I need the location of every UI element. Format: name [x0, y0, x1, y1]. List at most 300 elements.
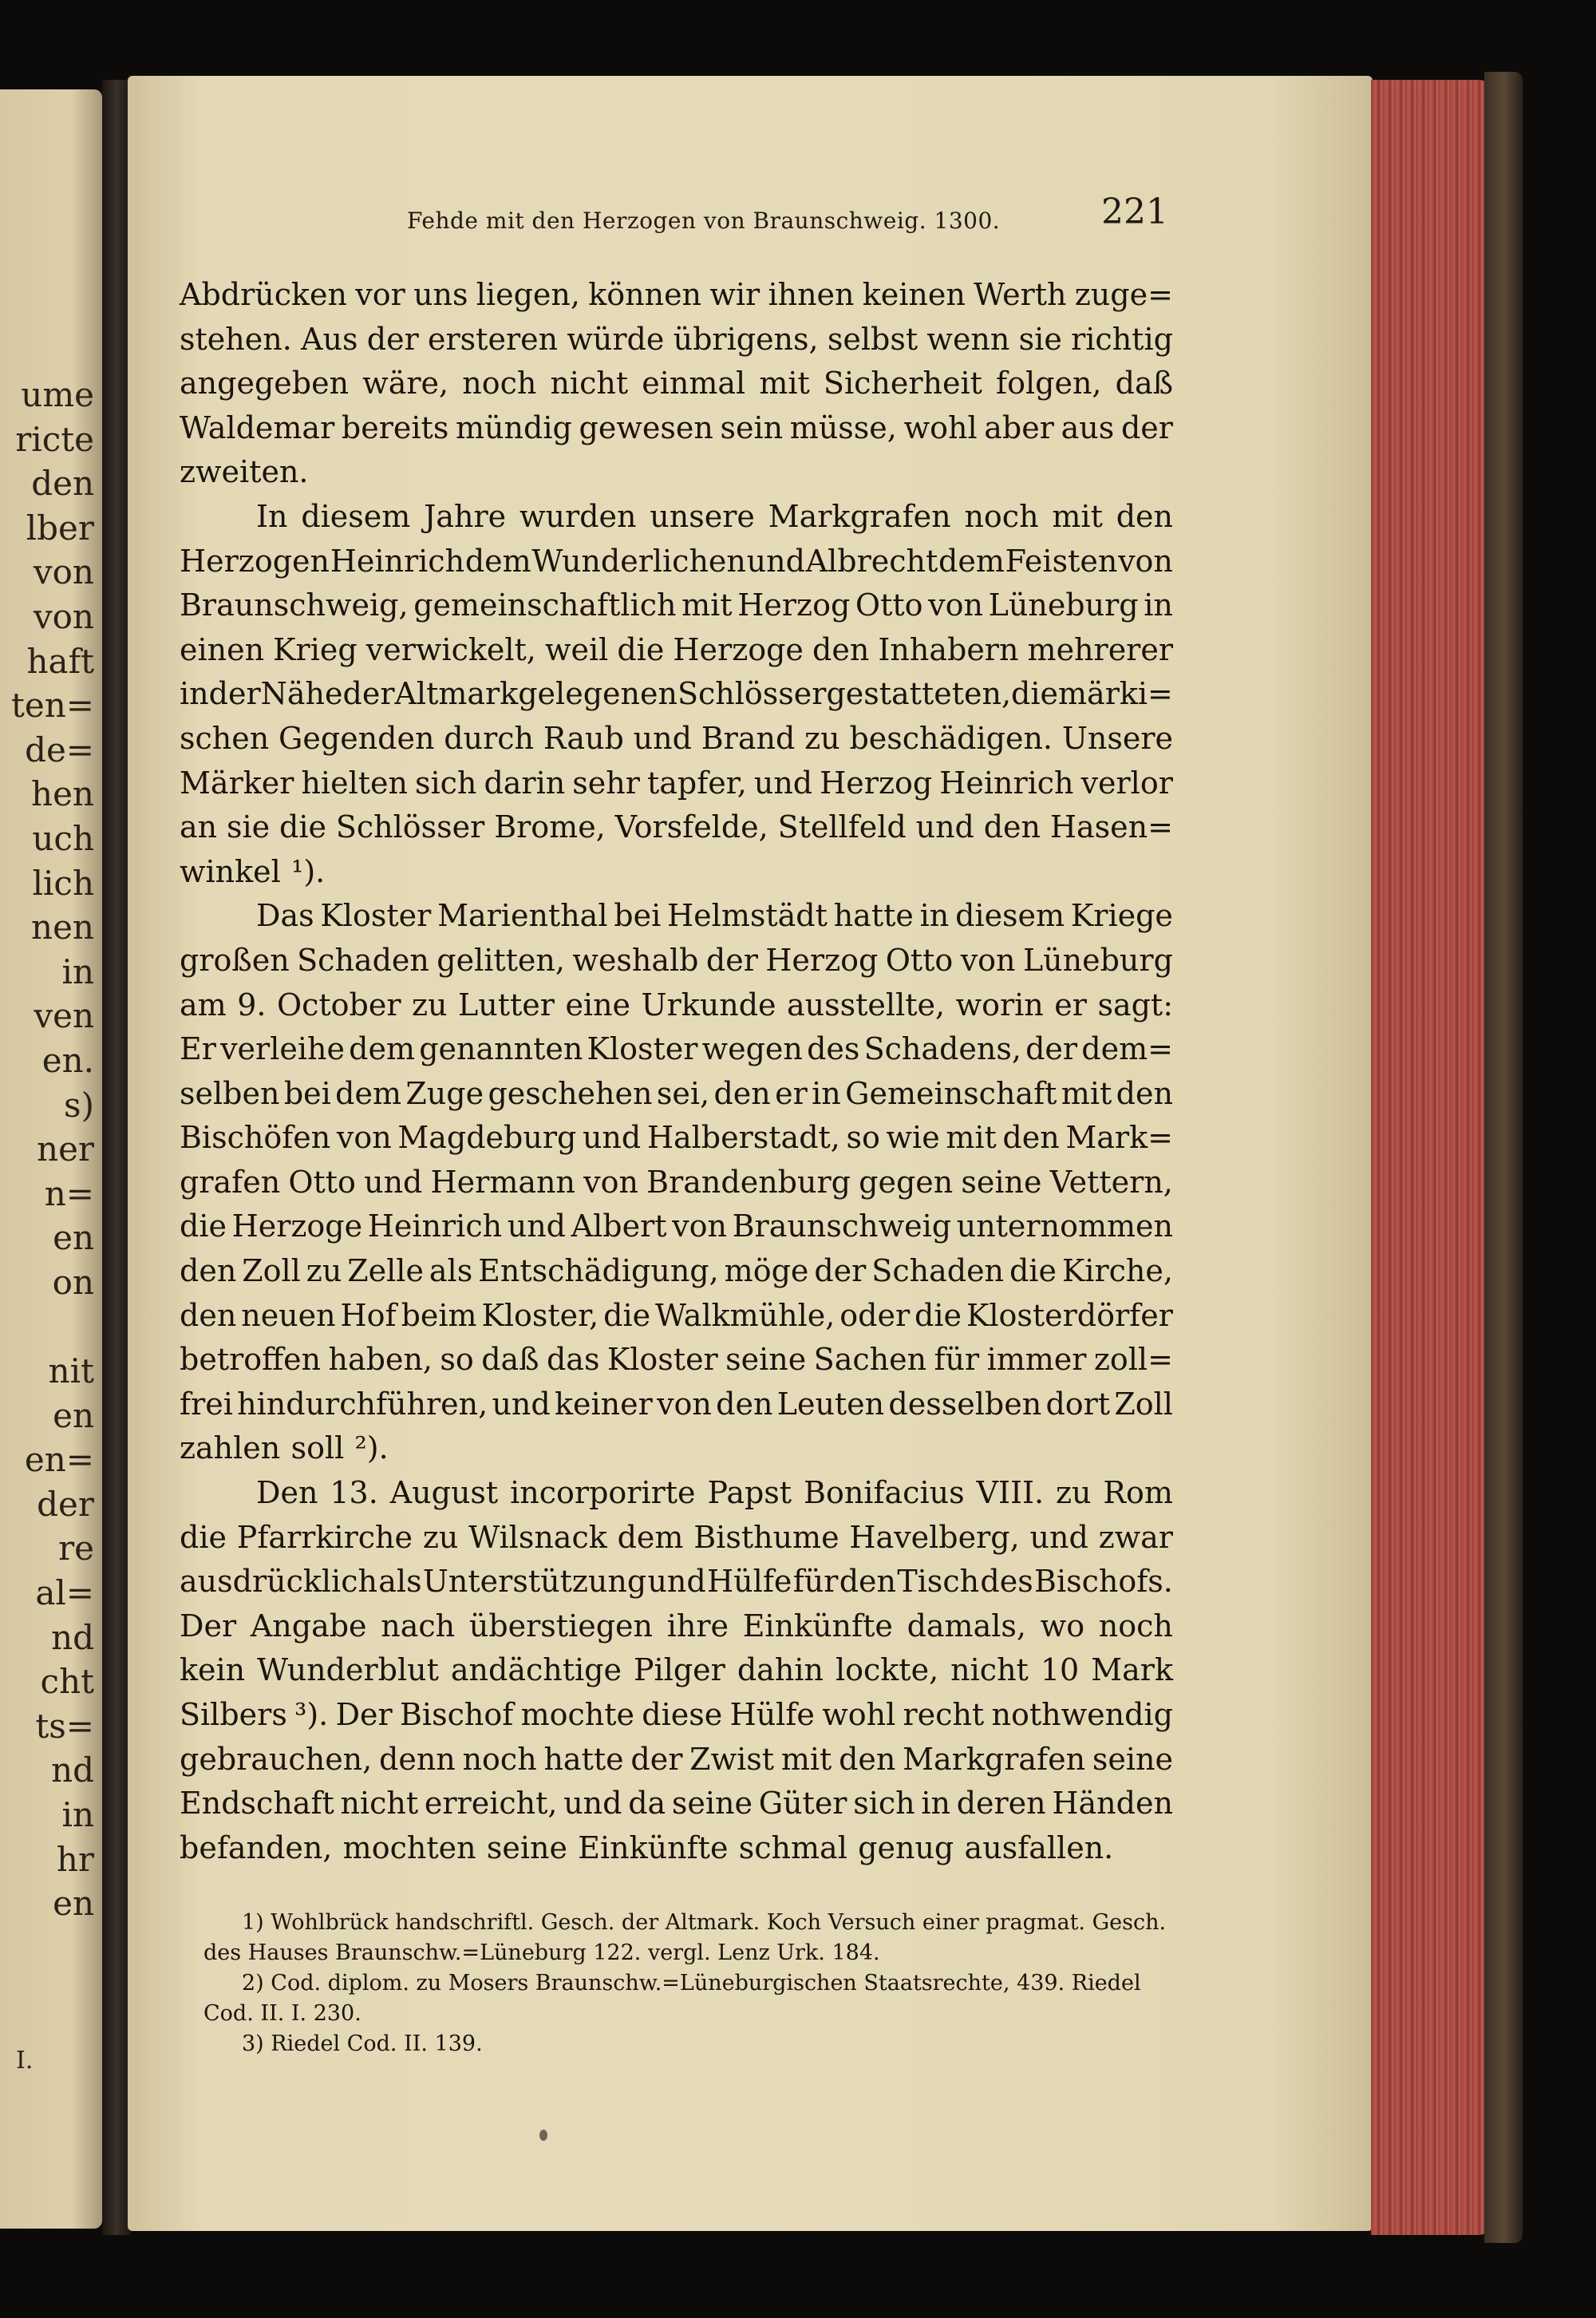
word: nothwendig: [991, 1697, 1173, 1732]
left-page-fragment: in: [61, 1795, 94, 1834]
word: dem: [617, 1519, 684, 1555]
word: ausfallen.: [964, 1829, 1114, 1865]
text-line: [180, 1560, 1173, 1604]
word: ausdrücklich: [180, 1564, 377, 1600]
left-page-fragment: en.: [41, 1040, 94, 1080]
word: den: [180, 1253, 237, 1289]
word: hielten: [301, 765, 408, 801]
word: Halberstadt,: [646, 1120, 840, 1156]
word: wie: [886, 1120, 940, 1156]
word: Otto: [885, 942, 954, 978]
word: und: [647, 1564, 706, 1600]
word: den: [1116, 498, 1173, 534]
word: Gemeinschaft: [845, 1075, 1057, 1111]
word: richtig: [1071, 321, 1173, 357]
left-page-fragment: von: [33, 596, 94, 636]
word: und: [563, 1786, 622, 1822]
word: hatte: [833, 898, 914, 934]
page-number: 221: [1101, 192, 1168, 232]
left-page-fragment: nen: [31, 908, 94, 947]
word: keiner: [555, 1386, 653, 1422]
book-cover-edge: [1484, 72, 1523, 2243]
word: Hülfe: [707, 1564, 792, 1600]
word: selbst: [827, 321, 918, 357]
word: schmal: [738, 1829, 847, 1865]
word: Unterstützung: [422, 1564, 647, 1600]
word: der: [366, 321, 419, 357]
word: hatte: [543, 1741, 624, 1777]
left-page-fragment: en=: [24, 1440, 94, 1480]
word: dort: [1045, 1386, 1111, 1422]
word: Albrecht: [805, 543, 938, 579]
left-page-fragment: in: [61, 951, 94, 991]
left-page-fragment: en: [53, 1884, 94, 1924]
word: soll: [290, 1430, 345, 1466]
word: Herzog: [820, 765, 933, 801]
word: angegeben: [180, 366, 350, 401]
word: VIII.: [976, 1475, 1045, 1511]
word: Lutter: [458, 987, 555, 1023]
word: Schadens,: [863, 1031, 1021, 1067]
word: Kriege: [1070, 898, 1173, 934]
word: Hasen=: [1049, 809, 1173, 845]
footnote-line: des Hauses Braunschw.=Lüneburg 122. vergl. Lenz Urk. 184.: [203, 1940, 880, 1965]
text-line: [180, 1471, 1173, 1516]
word: ihnen: [768, 277, 855, 312]
text-line: [180, 273, 1173, 318]
word: den: [180, 1297, 237, 1333]
footnote-line: Cod. II. I. 230.: [203, 2001, 361, 2026]
word: gestatteten,: [826, 676, 1012, 712]
word: In: [256, 498, 288, 534]
text-line: [180, 583, 1173, 628]
word: mit: [1061, 1075, 1112, 1111]
word: Leuten: [776, 1386, 885, 1422]
left-page-fragment: der: [37, 1484, 94, 1524]
word: genug: [858, 1829, 954, 1865]
word: unsere: [650, 498, 755, 534]
text-line: [180, 495, 1173, 540]
word: gebrauchen,: [180, 1741, 373, 1777]
word: von: [928, 587, 983, 623]
left-page-edge: [0, 89, 102, 2229]
word: deren: [956, 1786, 1046, 1822]
word: mehrerer: [1027, 631, 1173, 667]
text-line: [180, 1648, 1173, 1693]
word: nicht: [340, 1786, 419, 1822]
word: kein: [180, 1652, 246, 1688]
word: Brome,: [494, 809, 606, 845]
word: Hülfe: [729, 1697, 815, 1732]
word: von: [583, 1164, 638, 1200]
word: aus: [1061, 409, 1115, 445]
word: vor: [355, 277, 405, 312]
word: Heinrich: [939, 765, 1074, 801]
word: mit: [946, 1120, 997, 1156]
word: durch: [444, 720, 535, 756]
text-line: [180, 850, 1173, 895]
word: Heinrich: [330, 543, 465, 579]
left-page-fragment: s): [64, 1085, 94, 1125]
word: gelegenen: [518, 676, 678, 712]
word: Wunderlichen: [531, 543, 746, 579]
word: ²).: [354, 1430, 389, 1466]
word: noch: [462, 366, 537, 401]
word: märki=: [1058, 676, 1173, 712]
word: noch: [462, 1741, 537, 1777]
word: erreicht,: [424, 1786, 558, 1822]
word: für: [792, 1564, 839, 1600]
text-line: [180, 805, 1173, 850]
word: so: [440, 1342, 474, 1378]
word: Braunschweig: [732, 1208, 952, 1244]
word: winkel: [180, 853, 281, 889]
word: dem: [349, 1031, 416, 1067]
word: Markgrafen: [768, 498, 951, 534]
word: ³).: [294, 1697, 329, 1732]
word: Otto: [288, 1164, 356, 1200]
word: schen: [180, 720, 270, 756]
text-line: [180, 1294, 1173, 1339]
word: nach: [381, 1608, 456, 1644]
word: sie: [227, 809, 271, 845]
left-page-fragment: nd: [51, 1617, 94, 1657]
word: haben,: [328, 1342, 433, 1378]
word: mit: [1052, 498, 1103, 534]
text-line: [180, 540, 1173, 584]
word: Nähe: [260, 676, 343, 712]
left-page-fragment: ume: [21, 375, 94, 414]
left-page-fragment: on: [52, 1262, 94, 1302]
left-page-fragment: ner: [37, 1129, 94, 1169]
word: Das: [256, 898, 314, 934]
word: Kloster: [587, 1031, 698, 1067]
word: Zoll: [242, 1253, 301, 1289]
left-page-fragment: lich: [32, 863, 94, 903]
text-line: [180, 672, 1173, 717]
word: wo: [1040, 1608, 1085, 1644]
text-line: [180, 1027, 1173, 1072]
word: zu: [306, 1253, 342, 1289]
word: wohl: [822, 1697, 896, 1732]
word: zweiten.: [180, 454, 309, 490]
word: unternommen: [956, 1208, 1173, 1244]
word: Otto: [855, 587, 923, 623]
word: Schlösser: [677, 676, 827, 712]
word: die: [915, 1297, 962, 1333]
word: und: [753, 765, 813, 801]
word: denn: [379, 1741, 456, 1777]
left-page-fragment: nit: [48, 1351, 94, 1391]
left-page-fragment: n=: [44, 1173, 94, 1213]
left-page-fragment: den: [31, 464, 94, 504]
word: seine: [486, 1829, 567, 1865]
text-line: [180, 1604, 1173, 1649]
word: ihre: [666, 1608, 729, 1644]
word: der: [342, 676, 395, 712]
word: in: [180, 676, 209, 712]
word: die: [1011, 676, 1058, 712]
word: Zwist: [689, 1741, 775, 1777]
word: neuen: [241, 1297, 336, 1333]
word: zuge=: [1074, 277, 1173, 312]
word: des: [980, 1564, 1033, 1600]
word: verwickelt,: [365, 631, 536, 667]
word: als: [429, 1253, 473, 1289]
word: Tisch: [897, 1564, 980, 1600]
word: wenn: [926, 321, 1010, 357]
left-page-fragment: nd: [51, 1750, 94, 1790]
left-page-fragment: lber: [26, 508, 94, 548]
word: von: [672, 1208, 727, 1244]
left-page-text-fragments: [0, 373, 94, 1926]
left-page-fragment: ven: [34, 996, 94, 1036]
word: seine: [1092, 1741, 1173, 1777]
word: diesem: [955, 898, 1065, 934]
word: Herzog: [737, 587, 851, 623]
word: ausstellte,: [787, 987, 946, 1023]
word: betroffen: [180, 1342, 322, 1378]
word: den: [716, 1386, 773, 1422]
text-line: [180, 1693, 1173, 1738]
word: zu: [422, 1519, 459, 1555]
footnote-line: 3) Riedel Cod. II. 139.: [242, 2031, 483, 2056]
word: 10: [1040, 1652, 1080, 1688]
word: 9.: [237, 987, 267, 1023]
word: Papst: [707, 1475, 792, 1511]
word: Bisthume: [693, 1519, 839, 1555]
word: dem: [938, 543, 1005, 579]
word: Kloster,: [481, 1297, 599, 1333]
word: Gegenden: [279, 720, 435, 756]
word: Lüneburg: [1022, 942, 1173, 978]
word: Havelberg,: [849, 1519, 1020, 1555]
word: der: [208, 676, 261, 712]
left-page-fragment: en: [53, 1218, 94, 1258]
word: Brand: [701, 720, 796, 756]
word: uns: [413, 277, 468, 312]
word: da: [628, 1786, 666, 1822]
word: am: [180, 987, 227, 1023]
word: und: [492, 1386, 551, 1422]
word: October: [276, 987, 401, 1023]
word: Raub: [543, 720, 624, 756]
word: sich: [853, 1786, 915, 1822]
word: Bischof: [399, 1697, 514, 1732]
word: gewesen: [579, 409, 713, 445]
word: Er: [180, 1031, 216, 1067]
word: wohl: [903, 409, 978, 445]
word: von: [960, 942, 1016, 978]
word: Einkünfte: [578, 1829, 729, 1865]
word: darin: [484, 765, 566, 801]
word: wegen: [701, 1031, 803, 1067]
left-page-fragment: ten=: [11, 686, 94, 726]
word: Markgrafen: [903, 1741, 1086, 1777]
word: Kirche,: [1061, 1253, 1173, 1289]
word: Herzoge: [673, 631, 804, 667]
word: Güter: [758, 1786, 847, 1822]
word: diese: [642, 1697, 723, 1732]
word: recht: [903, 1697, 985, 1732]
word: so: [846, 1120, 880, 1156]
word: den: [1116, 1075, 1173, 1111]
word: Händen: [1052, 1786, 1173, 1822]
word: Zuge: [405, 1075, 484, 1111]
word: Waldemar: [180, 409, 335, 445]
word: befanden,: [180, 1829, 333, 1865]
word: Heinrich: [367, 1208, 503, 1244]
word: grafen: [180, 1164, 281, 1200]
word: zahlen: [180, 1430, 281, 1466]
word: müsse,: [789, 409, 897, 445]
word: seine: [671, 1786, 753, 1822]
word: Wunderblut: [257, 1652, 439, 1688]
word: Pilger: [633, 1652, 725, 1688]
word: sei,: [656, 1075, 710, 1111]
word: und: [582, 1120, 642, 1156]
word: den: [839, 1741, 896, 1777]
word: die: [279, 809, 326, 845]
word: hindurchführen,: [237, 1386, 488, 1422]
word: incorporirte: [510, 1475, 696, 1511]
word: andächtige: [450, 1652, 622, 1688]
word: von: [657, 1386, 712, 1422]
word: würde: [567, 321, 665, 357]
word: Lüneburg: [988, 587, 1139, 623]
word: der: [705, 942, 758, 978]
word: oder: [839, 1297, 911, 1333]
word: den: [839, 1564, 896, 1600]
text-line: [180, 717, 1173, 761]
word: Inhabern: [878, 631, 1019, 667]
book-gutter: [102, 80, 131, 2235]
word: Einkünfte: [742, 1608, 893, 1644]
word: in: [919, 898, 950, 934]
word: worin: [955, 987, 1044, 1023]
word: seine: [961, 1164, 1042, 1200]
footnote-line: 1) Wohlbrück handschriftl. Gesch. der Altmark. Koch Versuch einer pragmat. Gesch.: [242, 1910, 1167, 1935]
word: Angabe: [250, 1608, 367, 1644]
word: Kloster: [606, 1342, 718, 1378]
word: Bischöfen: [180, 1120, 331, 1156]
word: den: [812, 631, 870, 667]
word: keinen: [862, 277, 966, 312]
word: Herzog: [765, 942, 879, 978]
word: damals,: [907, 1608, 1026, 1644]
word: Kloster: [320, 898, 432, 934]
left-page-fragment: al=: [35, 1573, 94, 1613]
text-line: [180, 1382, 1173, 1427]
text-line: [180, 983, 1173, 1028]
word: Urkunde: [641, 987, 776, 1023]
word: August: [389, 1475, 499, 1511]
word: des: [807, 1031, 860, 1067]
word: eine: [565, 987, 631, 1023]
word: Den: [256, 1475, 318, 1511]
word: bei: [283, 1075, 331, 1111]
word: dem: [464, 543, 531, 579]
word: sein: [720, 409, 784, 445]
word: Märker: [180, 765, 294, 801]
word: 13.: [330, 1475, 378, 1511]
word: können: [588, 277, 702, 312]
word: verleihe: [220, 1031, 345, 1067]
text-line: [180, 1782, 1173, 1826]
word: gegen: [859, 1164, 954, 1200]
word: daß: [1115, 366, 1173, 401]
word: einen: [180, 631, 265, 667]
word: noch: [964, 498, 1039, 534]
word: das: [546, 1342, 600, 1378]
word: Sicherheit: [823, 366, 982, 401]
word: selben: [180, 1075, 280, 1111]
word: Entschädigung,: [478, 1253, 719, 1289]
word: Rom: [1103, 1475, 1173, 1511]
left-page-fragment: en: [53, 1395, 94, 1435]
text-line: [180, 628, 1173, 673]
word: mochte: [520, 1697, 634, 1732]
word: mit: [780, 1741, 832, 1777]
body-text: [180, 273, 1173, 1870]
word: Abdrücken: [180, 277, 348, 312]
word: und: [915, 809, 974, 845]
word: einmal: [642, 366, 746, 401]
left-page-fragment: hr: [56, 1839, 94, 1879]
text-line: [180, 1072, 1173, 1117]
word: und: [364, 1164, 423, 1200]
word: Zelle: [347, 1253, 424, 1289]
word: weshalb: [572, 942, 699, 978]
word: aber: [984, 409, 1054, 445]
word: Albert: [571, 1208, 667, 1244]
word: zwar: [1098, 1519, 1173, 1555]
word: beim: [401, 1297, 477, 1333]
word: die: [180, 1208, 227, 1244]
text-line: [180, 761, 1173, 806]
word: in: [812, 1075, 841, 1111]
word: in: [921, 1786, 950, 1822]
word: Marienthal: [437, 898, 608, 934]
word: ¹).: [291, 853, 326, 889]
word: Zoll: [1114, 1386, 1173, 1422]
word: Sachen: [813, 1342, 927, 1378]
word: die: [617, 631, 665, 667]
word: Jahre: [424, 498, 507, 534]
running-head: Fehde mit den Herzogen von Braunschweig. 1300.: [407, 208, 1001, 234]
word: genannten: [419, 1031, 583, 1067]
word: mündig: [456, 409, 572, 445]
word: desselben: [888, 1386, 1042, 1422]
red-page-edges: [1371, 80, 1491, 2235]
word: er: [1054, 987, 1087, 1023]
word: und: [746, 543, 805, 579]
text-line: [180, 362, 1173, 406]
word: Hermann: [430, 1164, 575, 1200]
word: Mark=: [1065, 1120, 1173, 1156]
word: Unsere: [1061, 720, 1173, 756]
text-line: [180, 1249, 1173, 1294]
footnotes: [203, 1908, 1181, 2059]
word: von: [336, 1120, 392, 1156]
word: Stellfeld: [777, 809, 907, 845]
word: tapfer,: [646, 765, 747, 801]
word: nicht: [550, 366, 629, 401]
word: und: [633, 720, 692, 756]
word: den: [1002, 1120, 1060, 1156]
word: die: [180, 1519, 227, 1555]
word: frei: [180, 1386, 233, 1422]
